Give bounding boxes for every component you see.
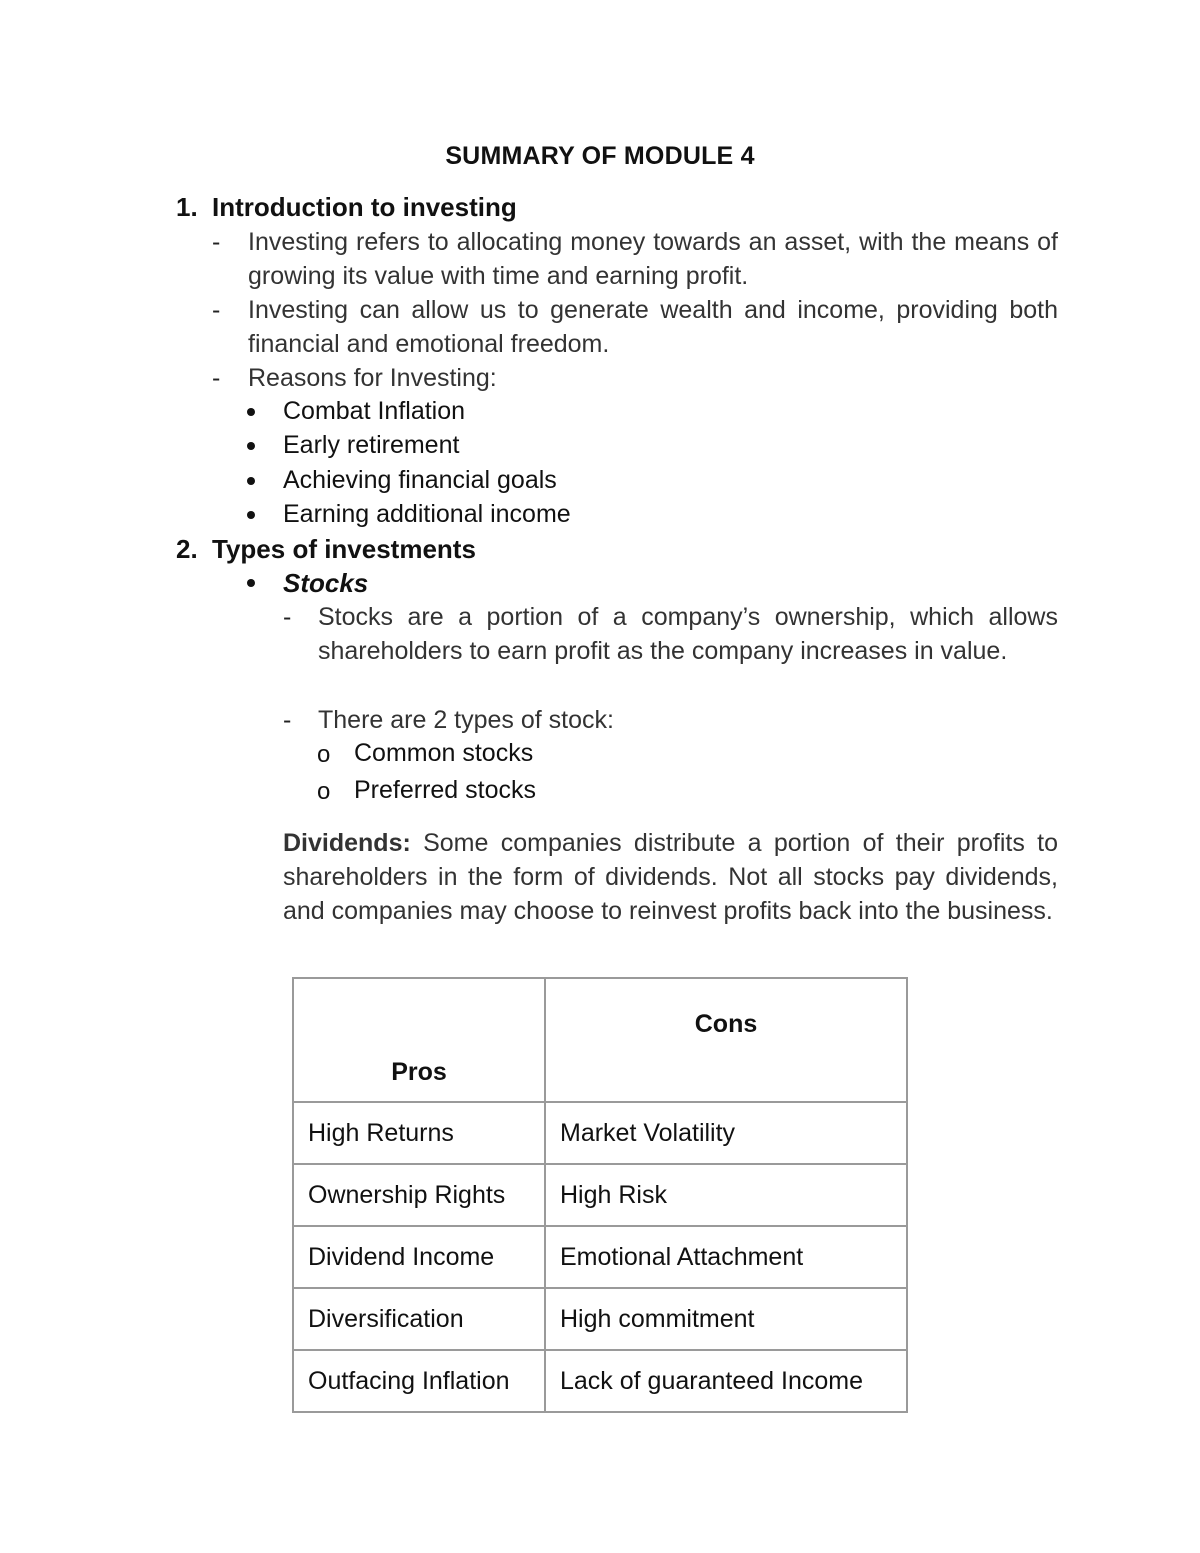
intro-paragraph-2: Investing can allow us to generate wealth and income, providing both financial and emotional freedom. [248, 296, 1058, 358]
bullet-dot-icon [247, 579, 255, 587]
stock-type-item: Preferred stocks [354, 776, 537, 804]
bullet-dot-icon [247, 477, 255, 485]
dividends-paragraph [283, 826, 1058, 928]
table-row [293, 1288, 907, 1350]
section-2-title: Types of investments [212, 534, 476, 564]
stock-types-heading: There are 2 types of stock: [318, 706, 614, 734]
con-cell: Lack of guaranteed Income [545, 1350, 907, 1412]
pro-cell: Ownership Rights [293, 1164, 545, 1226]
dash-marker: - [283, 706, 292, 734]
table-row [293, 1350, 907, 1412]
table-row [293, 1102, 907, 1164]
stocks-heading: Stocks [283, 568, 369, 598]
dash-marker: - [212, 228, 221, 256]
pros-cons-table [292, 977, 908, 1413]
bullet-dot-icon [247, 442, 255, 450]
con-cell: Emotional Attachment [545, 1226, 907, 1288]
section-2-number: 2. [176, 534, 198, 564]
pros-header: Pros [293, 978, 545, 1102]
con-cell: High commitment [545, 1288, 907, 1350]
reason-item: Early retirement [283, 431, 460, 459]
dash-marker: - [212, 364, 221, 392]
reason-item: Earning additional income [283, 500, 571, 528]
dash-marker: - [283, 603, 292, 631]
dash-marker: - [212, 296, 221, 324]
table-row [293, 1226, 907, 1288]
table-header-row [293, 978, 907, 1102]
dividends-text: Some companies distribute a portion of their profits to shareholders in the form of dividends. Not all stocks pay dividends, and companies may choose to reinvest profits back into the business. [283, 829, 1058, 925]
reason-item: Combat Inflation [283, 397, 466, 425]
dividends-label: Dividends: [283, 829, 411, 857]
pro-cell: Diversification [293, 1288, 545, 1350]
con-cell: High Risk [545, 1164, 907, 1226]
circle-bullet-icon: o [317, 741, 331, 768]
con-cell: Market Volatility [545, 1102, 907, 1164]
reasons-heading: Reasons for Investing: [248, 364, 497, 392]
stock-type-item: Common stocks [354, 739, 534, 767]
bullet-dot-icon [247, 511, 255, 519]
pro-cell: Dividend Income [293, 1226, 545, 1288]
section-1-title: Introduction to investing [212, 192, 517, 222]
bullet-dot-icon [247, 408, 255, 416]
reason-item: Achieving financial goals [283, 466, 557, 494]
stocks-paragraph-1: Stocks are a portion of a company’s ownership, which allows shareholders to earn profit as the company increases in value. [318, 603, 1058, 665]
page-title: SUMMARY OF MODULE 4 [445, 142, 755, 170]
intro-paragraph-1: Investing refers to allocating money towards an asset, with the means of growing its value with time and earning profit. [248, 228, 1058, 290]
circle-bullet-icon: o [317, 778, 331, 805]
section-1-number: 1. [176, 192, 198, 222]
table-row [293, 1164, 907, 1226]
pro-cell: High Returns [293, 1102, 545, 1164]
pro-cell: Outfacing Inflation [293, 1350, 545, 1412]
cons-header: Cons [545, 978, 907, 1102]
